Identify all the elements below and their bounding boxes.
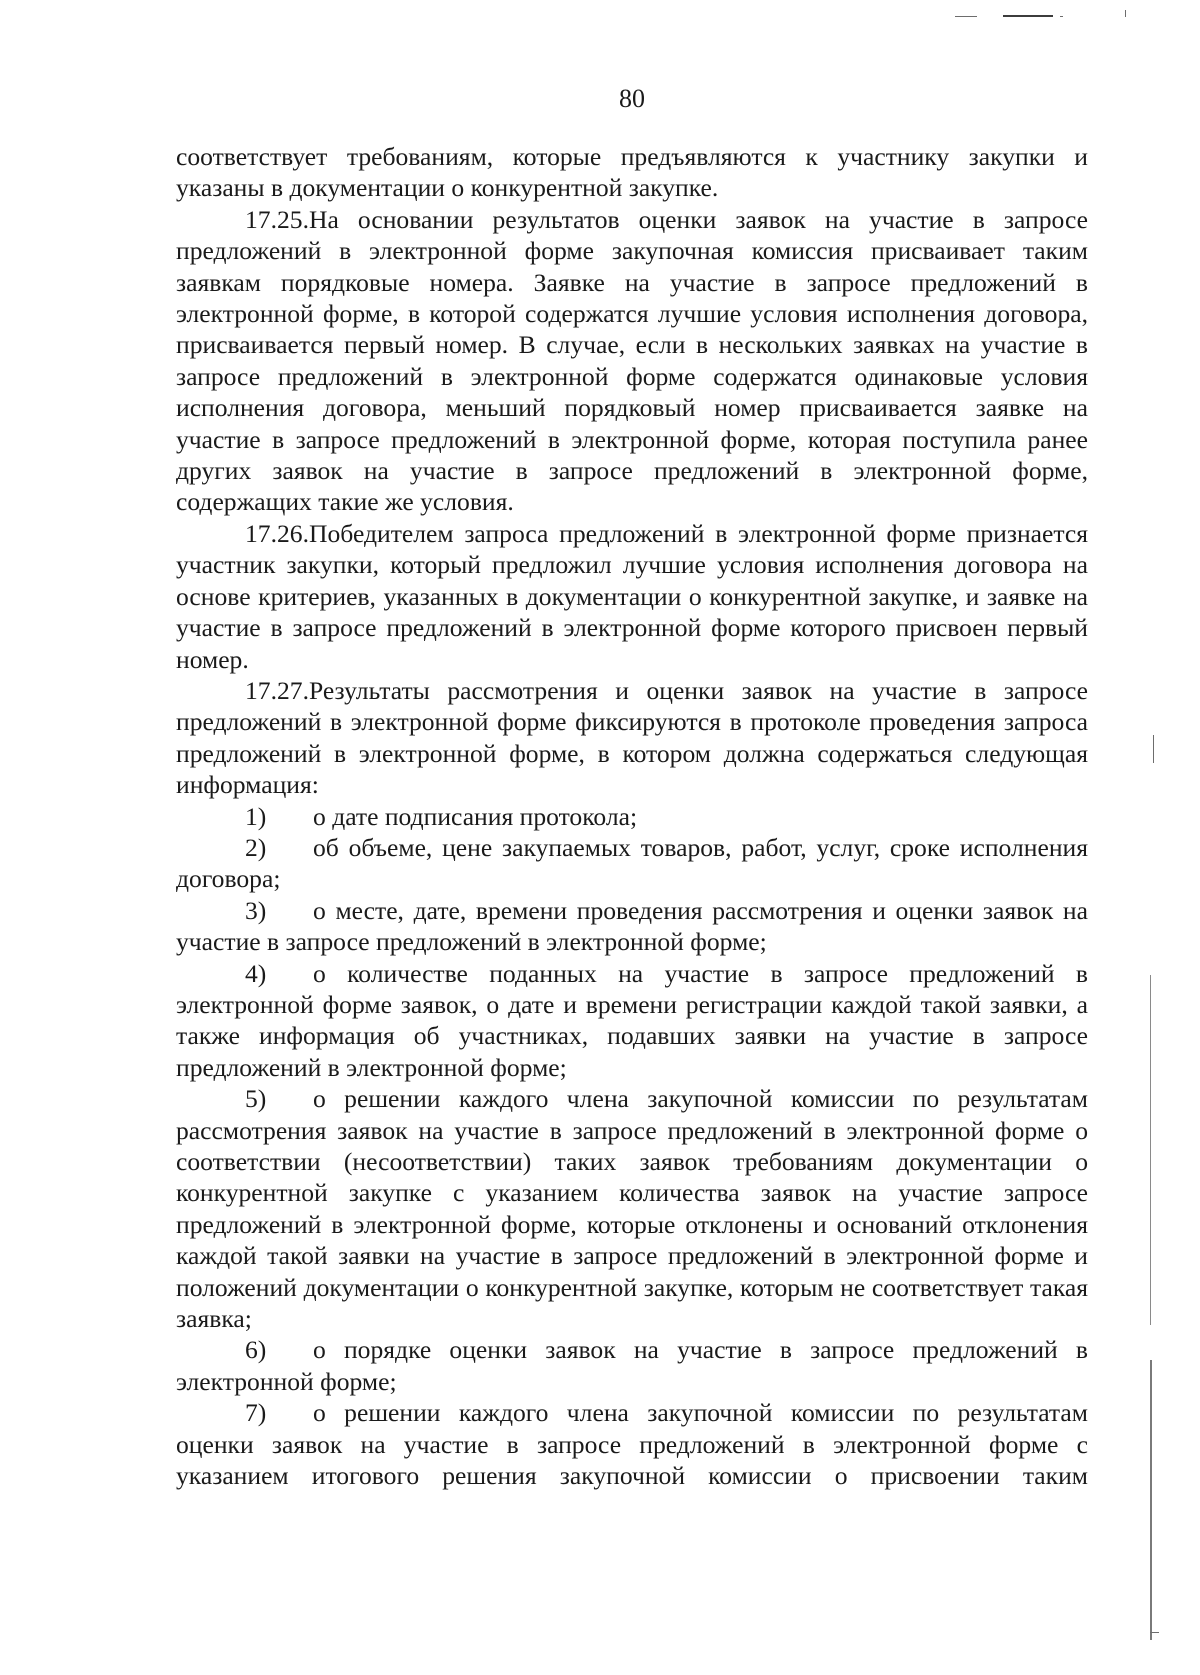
- list-item-text: об объеме, цене закупаемых товаров, работ, услуг, сроке исполнения договора;: [176, 832, 1088, 894]
- list-item: [176, 958, 1088, 1084]
- list-item: [176, 1083, 1088, 1334]
- list-item-number: 2): [245, 832, 267, 862]
- list-item-number: 4): [245, 958, 267, 988]
- list-item-number: 5): [245, 1084, 267, 1114]
- list-item-number: 6): [245, 1335, 267, 1365]
- list-item-number: 3): [245, 895, 267, 925]
- list-item-text: о месте, дате, времени проведения рассмотрения и оценки заявок на участие в запросе предложений в электронной форме;: [176, 895, 1088, 957]
- list-item: [176, 832, 1088, 895]
- paragraph-17-26: 17.26.Победителем запроса предложений в электронной форме признается участник закупки, который предложил лучшие условия исполнения договора на основе критериев, указанных в документации о конкурентной закупке, и заявке на участие в запросе предложений в электронной форме которого присвоен первый номер.: [176, 518, 1088, 674]
- scan-artifact-right: [1153, 735, 1154, 763]
- list-item: [176, 1334, 1088, 1397]
- document-body: [176, 141, 1088, 1491]
- paragraph-continuation: соответствует требованиям, которые предъявляются к участнику закупки и указаны в документации о конкурентной закупке.: [176, 142, 1088, 203]
- list-item-text: о дате подписания протокола;: [313, 801, 638, 831]
- scan-artifact-corner: [1150, 1632, 1159, 1633]
- scan-artifact-right: [1150, 1360, 1152, 1640]
- scan-artifact-top: [1060, 16, 1063, 17]
- list-item: [176, 1397, 1088, 1491]
- list-item-number: 1): [245, 801, 267, 831]
- scan-artifact-corner: [1125, 10, 1126, 17]
- list-item-text: о количестве поданных на участие в запросе предложений в электронной форме заявок, о дате и времени регистрации каждой такой заявки, а также информация об участниках, подавших заявки на участие в запросе предложений в электронной форме;: [176, 958, 1088, 1082]
- list-item-text: о порядке оценки заявок на участие в запросе предложений в электронной форме;: [176, 1335, 1088, 1396]
- protocol-info-list: [176, 801, 1088, 1492]
- list-item-text: о решении каждого члена закупочной комиссии по результатам оценки заявок на участие в запросе предложений в электронной форме с указанием итогового решения закупочной комиссии о присвоении таким: [176, 1398, 1088, 1491]
- list-item-number: 7): [245, 1398, 267, 1428]
- scan-artifact-right: [1150, 975, 1151, 1325]
- page-number: 80: [619, 84, 645, 113]
- list-item: [176, 895, 1088, 958]
- list-item: [176, 801, 1088, 832]
- scan-artifact-top: [955, 16, 977, 17]
- paragraph-17-25: 17.25.На основании результатов оценки заявок на участие в запросе предложений в электронной форме закупочная комиссия присваивает таким заявкам порядковые номера. Заявке на участие в запросе предложений в электронной форме, в которой содержатся лучшие условия исполнения договора, присваивается первый номер. В случае, если в нескольких заявках на участие в запросе предложений в электронной форме содержатся одинаковые условия исполнения договора, меньший порядковый номер присваивается заявке на участие в запросе предложений в электронной форме, которая поступила ранее других заявок на участие в запросе предложений в электронной форме, содержащих такие же условия.: [176, 204, 1088, 517]
- list-item-text: о решении каждого члена закупочной комиссии по результатам рассмотрения заявок на участие в запросе предложений в электронной форме о соответствии (несоответствии) таких заявок требованиям документации о конкурентной закупке с указанием количества заявок на участие запросе предложений в электронной форме, которые отклонены и оснований отклонения каждой такой заявки на участие в запросе предложений в электронной форме и положений документации о конкурентной закупке, которым не соответствует такая заявка;: [176, 1084, 1088, 1334]
- paragraph-17-27: 17.27.Результаты рассмотрения и оценки заявок на участие в запросе предложений в электронной форме фиксируются в протоколе проведения запроса предложений в электронной форме, в котором должна содержаться следующая информация:: [176, 675, 1088, 800]
- scan-artifact-top: [1003, 15, 1053, 17]
